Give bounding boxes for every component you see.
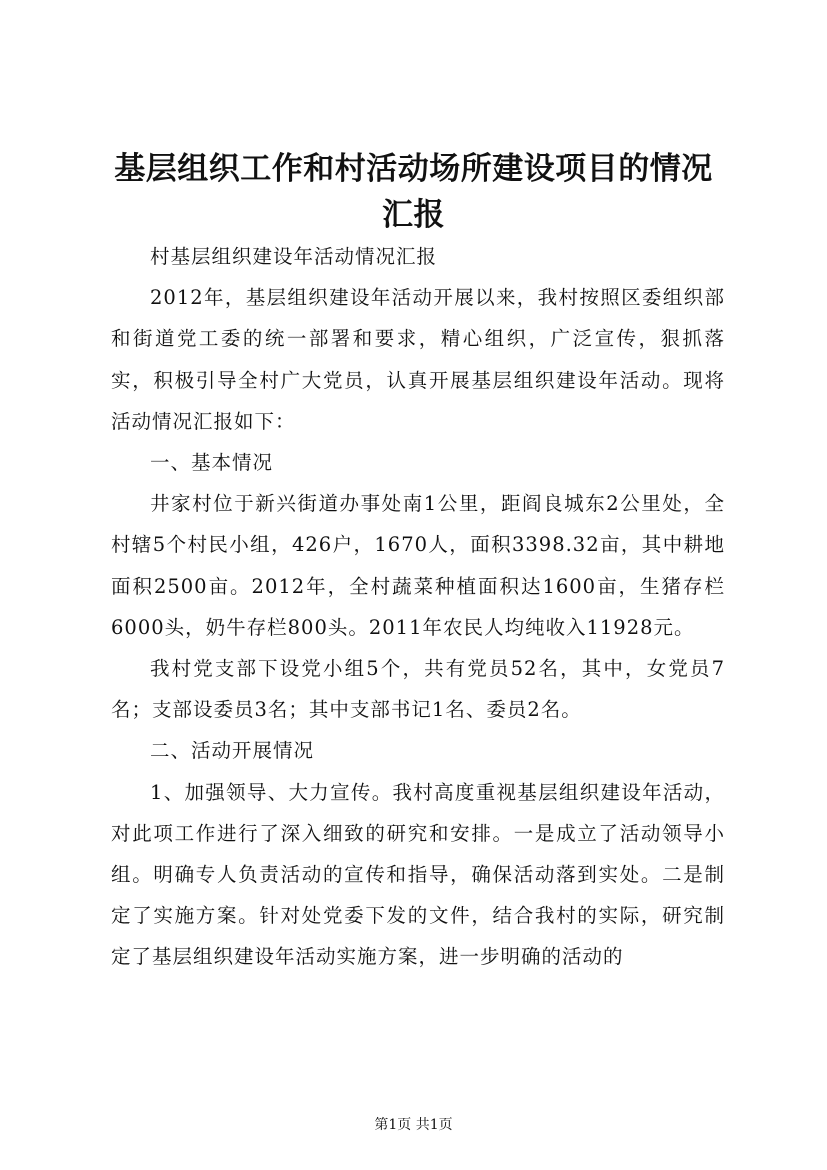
paragraph-subtitle: 村基层组织建设年活动情况汇报 <box>150 245 438 268</box>
paragraph-village-overview: 井家村位于新兴街道办事处南1公里，距阎良城东2公里处，全村辖5个村民小组，426户，1670人，面积3398.32亩，其中耕地面积2500亩。2012年，全村蔬菜种植面积达1600亩，生猪存栏6000头，奶牛存栏800头。2011年农民人均纯收入11928元。 <box>111 492 725 639</box>
paragraph-leadership: 1、加强领导、大力宣传。我村高度重视基层组织建设年活动，对此项工作进行了深入细致的研究和安排。一是成立了活动领导小组。明确专人负责活动的宣传和指导，确保活动落到实处。二是制定了实施方案。针对处党委下发的文件，结合我村的实际，研究制定了基层组织建设年活动实施方案，进一步明确的活动的 <box>111 780 725 969</box>
document-body <box>111 236 725 978</box>
section-heading-activities: 二、活动开展情况 <box>150 739 315 763</box>
section-heading-basic-situation: 一、基本情况 <box>150 451 274 475</box>
paragraph-party-branch: 我村党支部下设党小组5个，共有党员52名，其中，女党员7名；支部设委员3名；其中支部书记1名、委员2名。 <box>111 657 725 722</box>
document-title: 基层组织工作和村活动场所建设项目的情况汇报 <box>114 151 713 233</box>
paragraph-intro: 2012年，基层组织建设年活动开展以来，我村按照区委组织部和街道党工委的统一部署和要求，精心组织，广泛宣传，狠抓落实，积极引导全村广大党员，认真开展基层组织建设年活动。现将活动情况汇报如下： <box>111 286 725 433</box>
page-footer: 第1页 共1页 <box>374 1117 453 1133</box>
